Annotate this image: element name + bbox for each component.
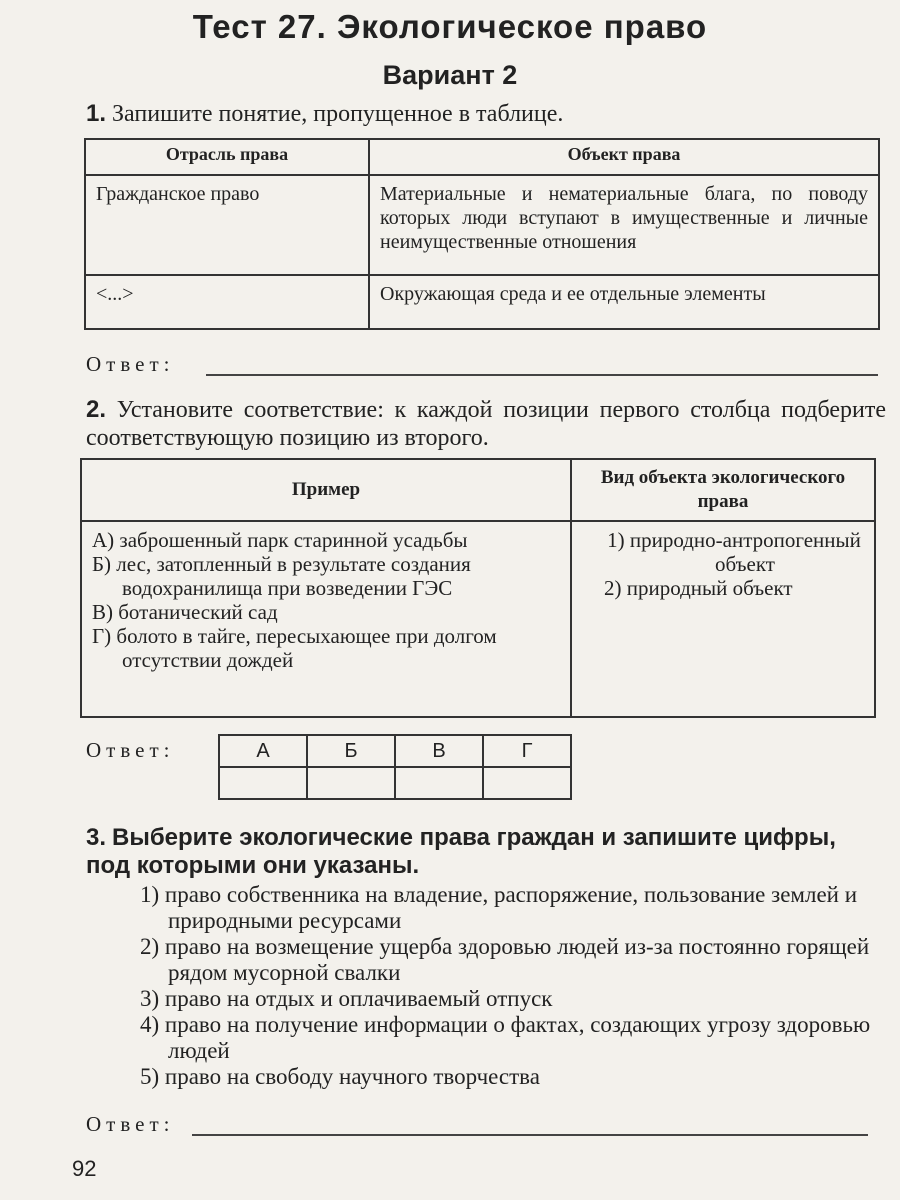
task1-cell: Материальные и нематериальные блага, по поводу которых люди вступают в имущественные и личные неимущественные отношения: [369, 175, 879, 275]
example-item: А) заброшенный парк старинной усадьбы: [92, 528, 468, 552]
task2-text: Установите соответствие: к каждой позиции первого столбца подберите соответствующую позицию из второго.: [86, 397, 886, 451]
task1-header-object: Объект права: [369, 139, 879, 175]
task1-table: [84, 138, 880, 330]
task2-header-example: Пример: [81, 459, 571, 521]
option-item: 1) право собственника на владение, распоряжение, пользование землей и природными ресурсами: [140, 882, 858, 933]
option-item: 3) право на отдых и оплачиваемый отпуск: [140, 986, 553, 1011]
kind-item: 1) природно-антропогенный объект: [607, 528, 861, 576]
task2-examples-cell: [81, 521, 571, 717]
kind-item: 2) природный объект: [604, 576, 793, 600]
variant-heading: Вариант 2: [382, 60, 518, 90]
task3-text: Выберите экологические права граждан и запишите цифры, под которыми они указаны.: [86, 824, 836, 879]
task1-header-branch: Отрасль права: [85, 139, 369, 175]
example-item: Б) лес, затопленный в результате создания водохранилища при возведении ГЭС: [92, 552, 471, 600]
task2-answer-grid: [218, 734, 572, 800]
task1-cell: Гражданское право: [85, 175, 369, 275]
grid-letter: В: [395, 735, 483, 767]
task2-table: [80, 458, 876, 718]
task2-header-kind: Вид объекта экологического права: [571, 459, 875, 521]
option-item: 4) право на получение информации о фактах, создающих угрозу здоровью людей: [140, 1012, 871, 1063]
grid-letter: А: [219, 735, 307, 767]
task1-missing-cell: <...>: [85, 275, 369, 329]
page-number: 92: [72, 1156, 97, 1181]
task1-number: 1.: [86, 100, 107, 127]
task2-heading: [86, 396, 886, 452]
grid-answer-cell[interactable]: [307, 767, 395, 799]
task1-cell: Окружающая среда и ее отдельные элементы: [369, 275, 879, 329]
grid-answer-cell[interactable]: [395, 767, 483, 799]
grid-letter: Г: [483, 735, 571, 767]
task1-answer-label: Ответ:: [86, 352, 175, 376]
task1-heading: [86, 100, 876, 128]
task1-text: Запишите понятие, пропущенное в таблице.: [112, 101, 564, 127]
option-item: 2) право на возмещение ущерба здоровью людей из-за постоянно горящей рядом мусорной свалки: [140, 934, 870, 985]
task3-answer-line[interactable]: [192, 1134, 868, 1136]
task3-options: [126, 882, 886, 1090]
task3-heading: [86, 824, 886, 880]
task3-number: 3.: [86, 824, 107, 851]
grid-answer-cell[interactable]: [219, 767, 307, 799]
example-item: Г) болото в тайге, пересыхающее при долгом отсутствии дождей: [92, 624, 497, 672]
grid-letter: Б: [307, 735, 395, 767]
task2-kinds-cell: [571, 521, 875, 717]
grid-answer-cell[interactable]: [483, 767, 571, 799]
task2-number: 2.: [86, 396, 107, 423]
option-item: 5) право на свободу научного творчества: [140, 1064, 540, 1089]
task1-answer-line[interactable]: [206, 374, 878, 376]
page-title: Тест 27. Экологическое право: [192, 8, 708, 45]
task3-answer-label: Ответ:: [86, 1112, 175, 1136]
example-item: В) ботанический сад: [92, 600, 278, 624]
task2-answer-label: Ответ:: [86, 738, 175, 762]
